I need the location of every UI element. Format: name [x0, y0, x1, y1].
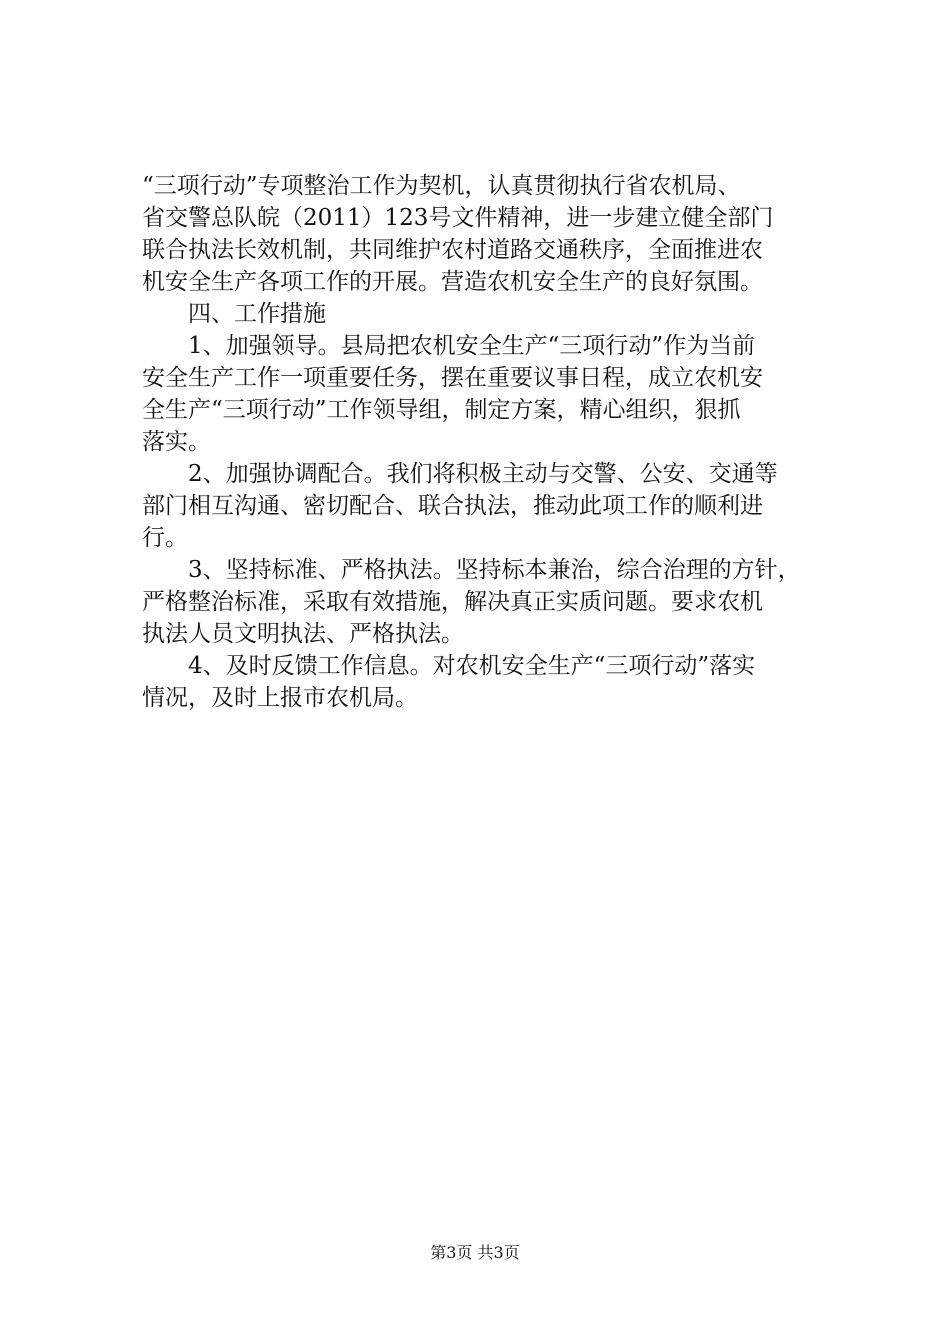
text-line: 省交警总队皖（2011）123号文件精神，进一步建立健全部门 [142, 205, 774, 231]
text-line: 行。 [142, 525, 188, 551]
text-line: 4、及时反馈工作信息。对农机安全生产“三项行动”落实 [188, 653, 756, 679]
text-line: 严格整治标准，采取有效措施，解决真正实质问题。要求农机 [142, 589, 763, 615]
text-line: 执法人员文明执法、严格执法。 [142, 621, 464, 647]
text-line: 1、加强领导。县局把农机安全生产“三项行动”作为当前 [188, 333, 756, 359]
text-line: 机安全生产各项工作的开展。营造农机安全生产的良好氛围。 [142, 269, 763, 295]
text-line: 3、坚持标准、严格执法。坚持标本兼治，综合治理的方针， [188, 557, 801, 583]
text-line: 四、工作措施 [188, 301, 326, 327]
text-line: 安全生产工作一项重要任务，摆在重要议事日程，成立农机安 [142, 365, 763, 391]
text-line: 全生产“三项行动”工作领导组，制定方案，精心组织，狠抓 [142, 397, 741, 423]
text-line: 落实。 [142, 429, 211, 455]
text-line: “三项行动”专项整治工作为契机，认真贯彻执行省农机局、 [142, 173, 741, 199]
document-body [142, 170, 832, 714]
text-line: 部门相互沟通、密切配合、联合执法，推动此项工作的顺利进 [142, 493, 763, 519]
text-line: 联合执法长效机制，共同维护农村道路交通秩序，全面推进农 [142, 237, 763, 263]
page-footer: 第3页 共3页 [430, 1243, 520, 1262]
text-line: 情况，及时上报市农机局。 [142, 685, 418, 711]
text-line: 2、加强协调配合。我们将积极主动与交警、公安、交通等 [188, 461, 778, 487]
